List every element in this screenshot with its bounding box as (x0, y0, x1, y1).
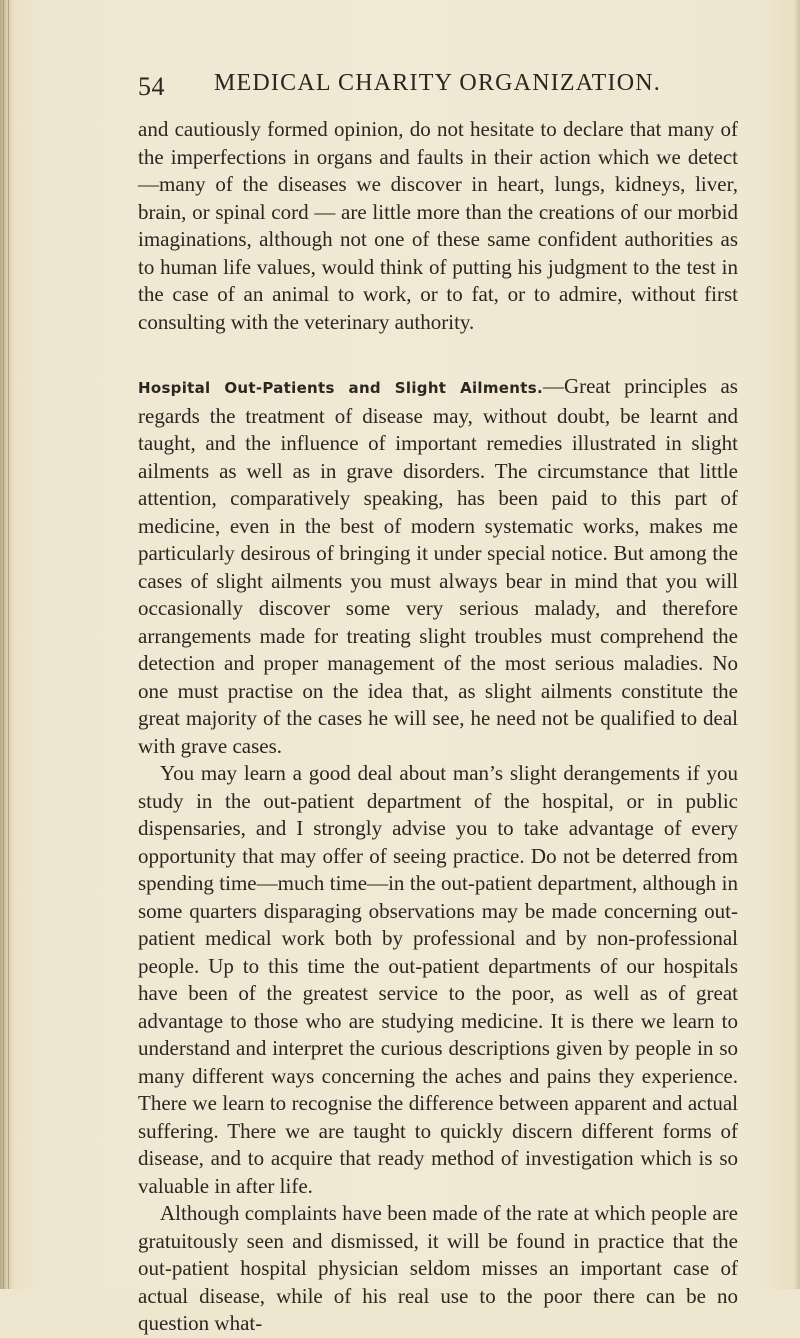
paragraph: You may learn a good deal about man’s slight derangements if you study in the out-patient department of the hospital, or in public dispensaries, and I strongly advise you to take advantage of every opportunity that may offer of seeing practice. Do not be deterred from spending time—much time—in the out-patient department, although in some quarters disparaging observations may be made concerning out-patient medical work both by professional and by non-professional people. Up to this time the out-patient departments of our hospitals have been of the greatest service to the poor, as well as of great advantage to those who are studying medicine. It is there we learn to understand and interpret the curious descriptions given by people in so many different ways concerning the aches and pains they experience. There we learn to recognise the difference between apparent and actual suffering. There we are taught to quickly discern different forms of disease, and to acquire that ready method of investigation which is so valuable in after life. (138, 761, 738, 1198)
running-title: MEDICAL CHARITY ORGANIZATION. (214, 70, 661, 96)
section-spacer (138, 336, 738, 373)
body-text (138, 116, 738, 1338)
running-head (138, 70, 738, 104)
section-opening-text: —Great principles as regards the treatment of disease may, without doubt, be learnt and taught, and the influence of important remedies illustrated in slight ailments as well as in grave disorders. The circumstance that little attention, comparatively speaking, has been paid to this part of medicine, even in the best of modern systematic works, makes me particularly desirous of bringing it under special notice. But among the cases of slight ailments you must always bear in mind that you will occasionally discover some very serious malady, and therefore arrangements made for treating slight troubles must comprehend the detection and proper management of the most serious maladies. No one must practise on the idea that, as slight ailments constitute the great majority of the cases he will see, he need not be qualified to deal with grave cases. (138, 374, 738, 758)
paragraph-continuation: and cautiously formed opinion, do not hesitate to declare that many of the imperfections in organs and faults in their action which we detect—many of the diseases we discover in heart, lungs, kidneys, liver, brain, or spinal cord — are little more than the creations of our morbid imaginations, although not one of these same confident authorities as to human life values, would think of putting his judgment to the test in the case of an animal to work, or to fat, or to admire, without first consulting with the veterinary authority. (138, 117, 738, 334)
binding-line (3, 0, 4, 1289)
section-heading: Hospital Out-Patients and Slight Ailments. (138, 379, 543, 397)
paragraph-section-opening (138, 373, 738, 760)
binding-line (8, 0, 9, 1289)
page-number: 54 (138, 72, 165, 101)
page-edge-shadow (794, 0, 800, 1289)
paragraph: Although complaints have been made of the rate at which people are gratuitously seen and dismissed, it will be found in practice that the out-patient hospital physician seldom misses an important case of actual disease, while of his real use to the poor there can be no question what- (138, 1201, 738, 1335)
